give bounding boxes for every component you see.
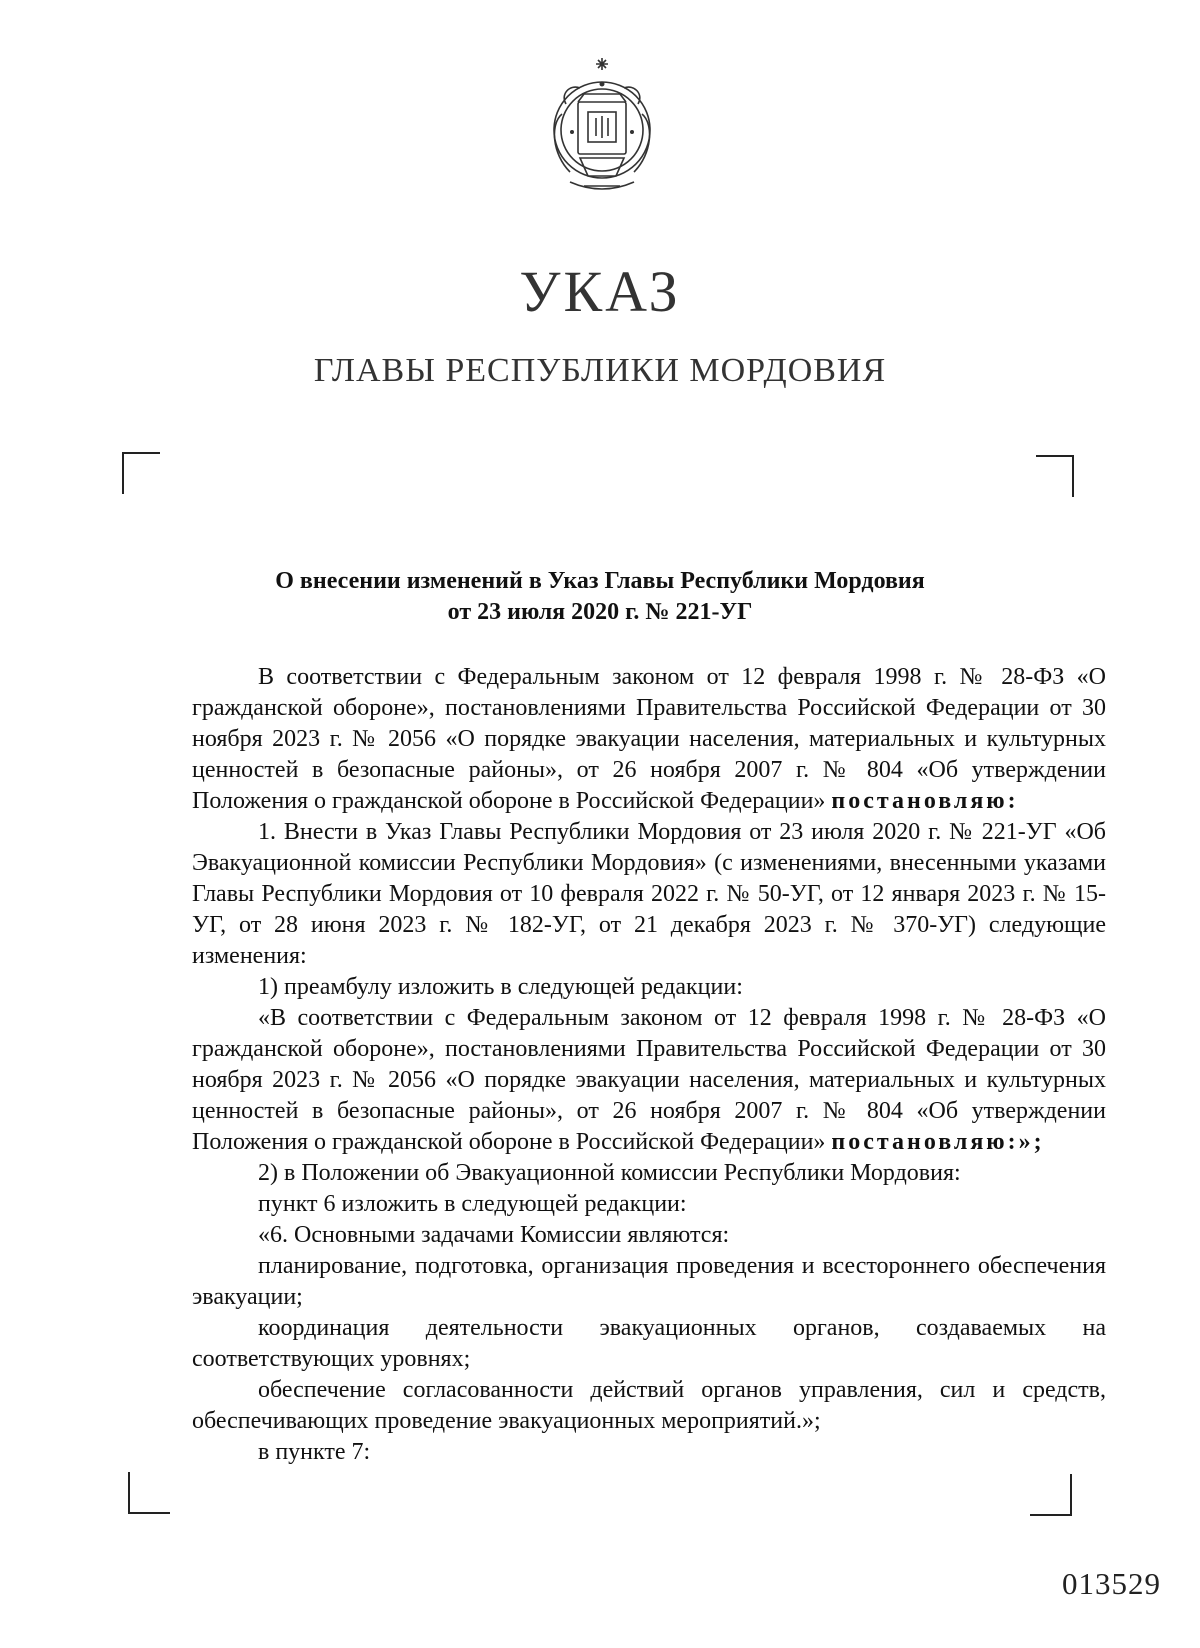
task-3-paragraph: обеспечение согласованности действий органов управления, сил и средств, обеспечивающих проведение эвакуационных мероприятий.»; — [192, 1377, 1106, 1434]
item-1-2-paragraph: 2) в Положении об Эвакуационной комиссии Республики Мордовия: — [258, 1160, 961, 1186]
document-type-title: УКАЗ — [519, 259, 681, 324]
point-7-paragraph: в пункте 7: — [258, 1439, 371, 1465]
item-1-1-paragraph: 1) преамбулу изложить в следующей редакции: — [258, 974, 743, 1000]
registration-corner-bottom-right — [1030, 1474, 1072, 1516]
new-preamble-decree-word: постановляю:»; — [831, 1129, 1045, 1155]
decree-subject — [0, 566, 1200, 628]
new-preamble-text: «В соответствии с Федеральным законом от 12 февраля 1998 г. № 28-ФЗ «О гражданской обороне», постановлениями Правительства Российской Федерации от 30 ноября 2023 г. № 2056 «О порядке эвакуации населения, материальных и культурных ценностей в безопасные районы», от 26 ноября 2007 г. № 804 «Об утверждении Положения о гражданской обороне в Российской Федерации» — [192, 1005, 1106, 1155]
point-6-paragraph: «6. Основными задачами Комиссии являются: — [258, 1222, 730, 1248]
registration-corner-bottom-left — [128, 1472, 170, 1514]
task-1-paragraph: планирование, подготовка, организация проведения и всестороннего обеспечения эвакуации; — [192, 1253, 1106, 1310]
subject-line-2: от 23 июля 2020 г. № 221-УГ — [447, 599, 753, 625]
point-6-intro-paragraph: пункт 6 изложить в следующей редакции: — [258, 1191, 687, 1217]
decree-word: постановляю: — [831, 788, 1019, 814]
coat-of-arms-emblem — [540, 54, 664, 196]
item-1-paragraph: 1. Внести в Указ Главы Республики Мордовия от 23 июля 2020 г. № 221-УГ «Об Эвакуационной комиссии Республики Мордовия» (с изменениями, внесенными указами Главы Республики Мордовия от 10 февраля 2022 г. № 50-УГ, от 12 января 2023 г. № 15-УГ, от 28 июня 2023 г. № 182-УГ, от 21 декабря 2023 г. № 370-УГ) следующие изменения: — [192, 819, 1106, 969]
registration-corner-top-right — [1036, 455, 1074, 497]
preamble-text: В соответствии с Федеральным законом от 12 февраля 1998 г. № 28-ФЗ «О гражданской обороне», постановлениями Правительства Российской Федерации от 30 ноября 2023 г. № 2056 «О порядке эвакуации населения, материальных и культурных ценностей в безопасные районы», от 26 ноября 2007 г. № 804 «Об утверждении Положения о гражданской обороне в Российской Федерации» — [192, 664, 1106, 814]
new-preamble-paragraph — [192, 1003, 1106, 1158]
preamble-paragraph — [192, 662, 1106, 817]
issuer-title: ГЛАВЫ РЕСПУБЛИКИ МОРДОВИЯ — [313, 352, 887, 389]
task-2-paragraph: координация деятельности эвакуационных органов, создаваемых на соответствующих уровнях; — [192, 1315, 1106, 1372]
registration-corner-top-left — [122, 452, 160, 494]
decree-body — [192, 662, 1106, 1468]
registration-number: 013529 — [1062, 1566, 1161, 1601]
subject-line-1: О внесении изменений в Указ Главы Республики Мордовия — [275, 568, 925, 594]
